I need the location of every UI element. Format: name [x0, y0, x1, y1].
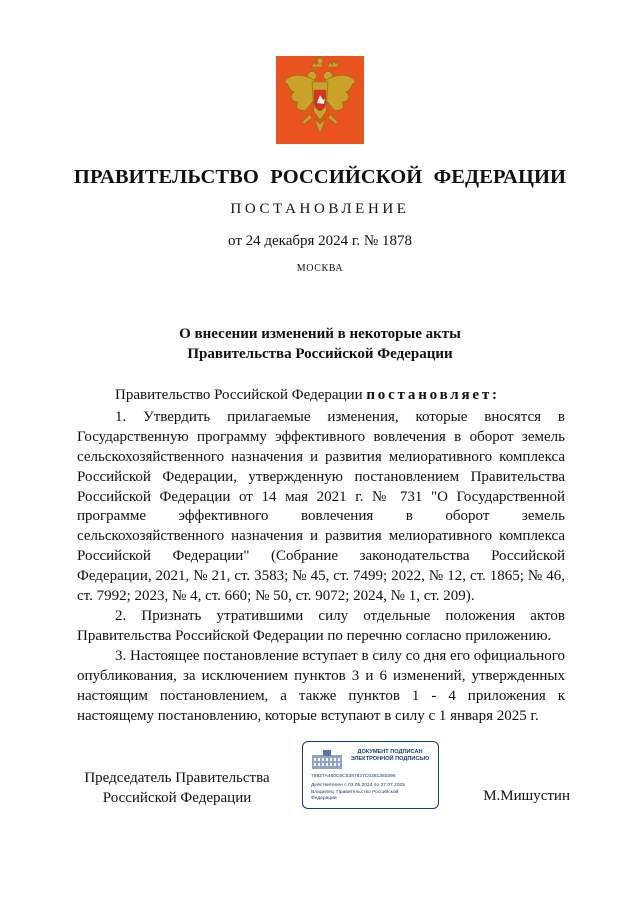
preamble: [77, 386, 565, 406]
city: МОСКВА: [296, 263, 344, 274]
position-line-2: Российской Федерации: [102, 790, 252, 806]
position-line-1: Председатель Правительства: [84, 770, 270, 786]
electronic-signature-stamp: [302, 741, 439, 809]
document-type: ПОСТАНОВЛЕНИЕ: [230, 201, 410, 217]
government-building-icon: [311, 749, 343, 771]
certificate-owner: Владелец: Правительство Российской: [311, 790, 399, 795]
date-and-number: от 24 декабря 2024 г. № 1878: [228, 233, 412, 249]
certificate-serial: 78827A460C6C6387837C0361350396: [311, 774, 396, 779]
item-2: 2. Признать утратившими силу отдельные положения актов Правительства Российской Федерации по перечню согласно приложению.: [77, 607, 565, 644]
certificate-owner-cont: Федерации: [311, 796, 337, 801]
government-title: ПРАВИТЕЛЬСТВО РОССИЙСКОЙ ФЕДЕРАЦИИ: [73, 166, 567, 188]
subject-line-2: Правительства Российской Федерации: [187, 346, 453, 362]
esign-title: [345, 749, 435, 763]
resolves-word: постановляет:: [366, 387, 500, 403]
esign-title-line-1: ДОКУМЕНТ ПОДПИСАН: [357, 749, 423, 755]
signatory-name: М.Мишустин: [483, 788, 570, 804]
item-1: 1. Утвердить прилагаемые изменения, которые вносятся в Государственную программу эффективного вовлечения в оборот земель сельскохозяйственного назначения и развития мелиоративного комплекса Российской Федерации, утвержденную постановлением Правительства Российской Федерации от 14 мая 2021 г. № 731 "О Государственной программе эффективного вовлечения в оборот земель сельскохозяйственного назначения и развития мелиоративного комплекса Российской Федерации" (Собрание законодательства Российской Федерации, 2021, № 21, ст. 3583; № 45, ст. 7499; 2022, № 12, ст. 1865; № 46, ст. 7992; 2023, № 4, ст. 660; № 50, ст. 9072; 2024, № 1, ст. 209).: [77, 408, 565, 605]
preamble-text: Правительство Российской Федерации: [115, 387, 367, 403]
document-body: [77, 386, 565, 726]
item-3: 3. Настоящее постановление вступает в силу со дня его официального опубликования, за исключением пунктов 3 и 6 изменений, утвержденных настоящим постановлением, а также пунктов 1 - 4 приложения к настоящему постановлению, которые вступают в силу с 1 января 2025 г.: [77, 647, 565, 724]
signatory-position: [72, 768, 282, 808]
document-subject: [0, 324, 640, 364]
esign-title-line-2: ЭЛЕКТРОННОЙ ПОДПИСЬЮ: [350, 756, 430, 762]
coat-of-arms-icon: [276, 56, 364, 144]
certificate-validity: Действителен с 03.05.2024 по 27.07.2025: [311, 783, 405, 788]
subject-line-1: О внесении изменений в некоторые акты: [179, 326, 461, 342]
